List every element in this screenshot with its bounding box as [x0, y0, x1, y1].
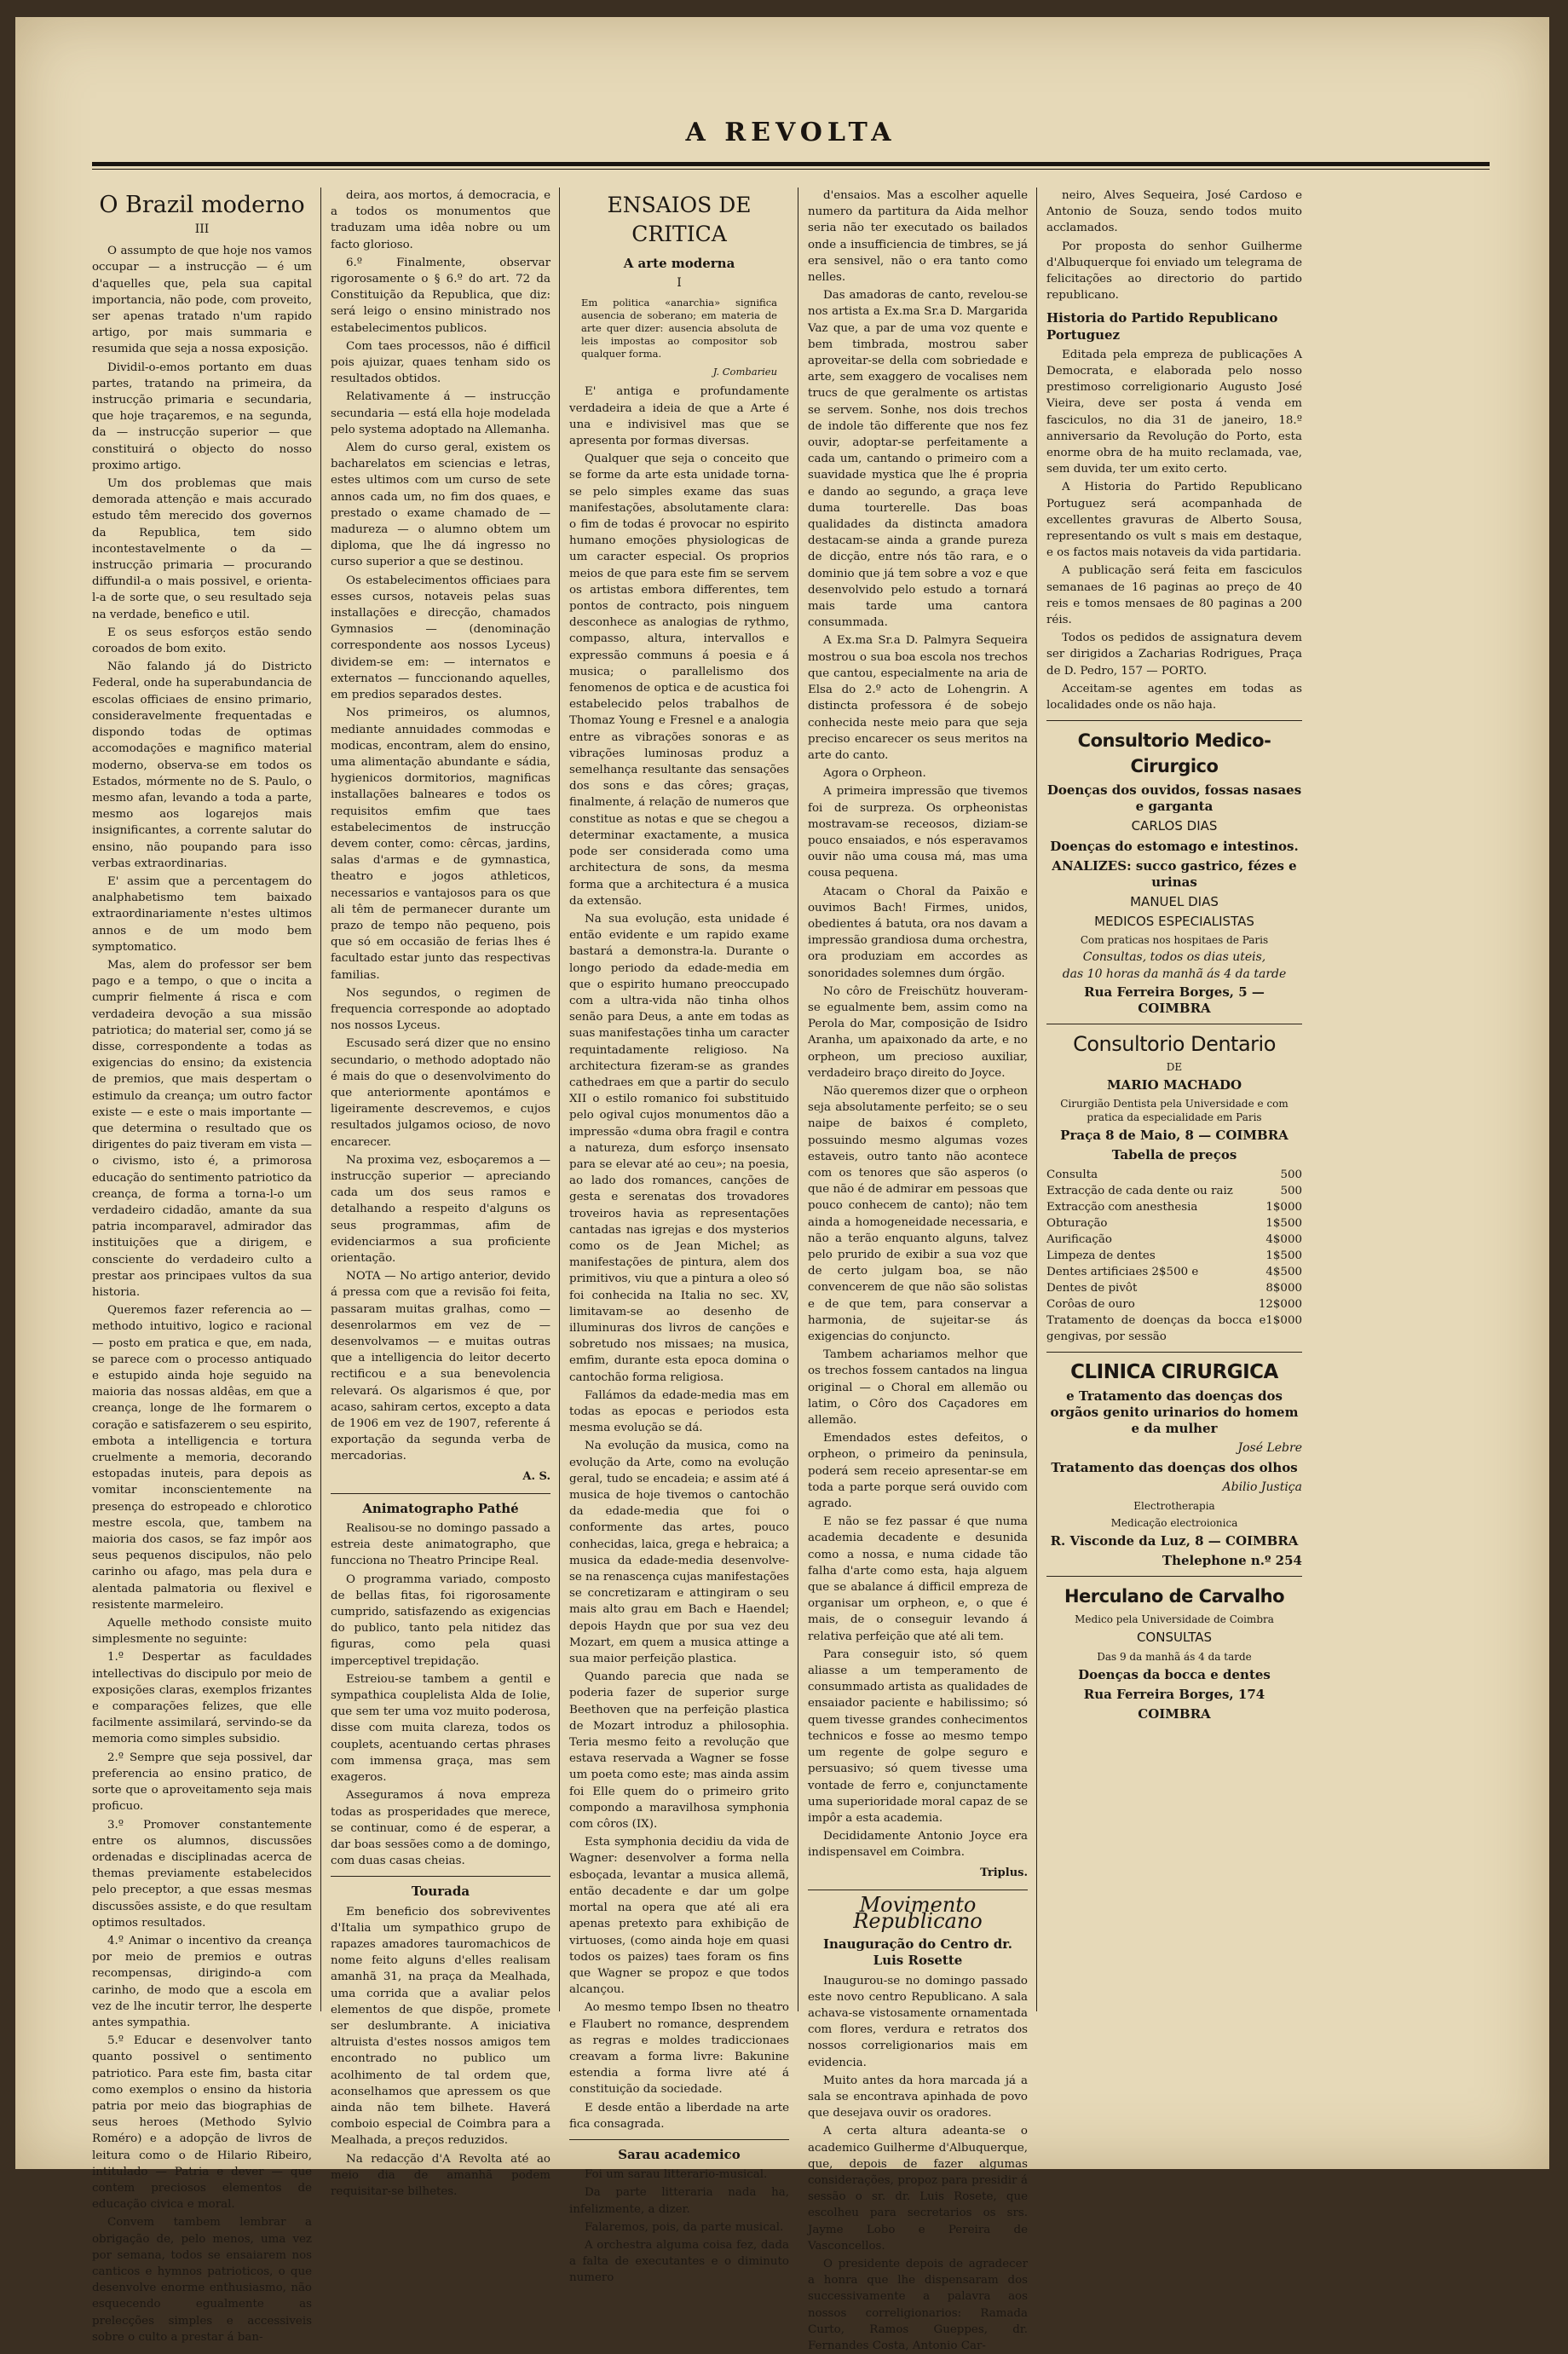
- paragraph: Não queremos dizer que o orpheon seja absolutamente perfeito; se o seu naipe de baixos é completo, possuindo mesmo algumas vozes estaveis, outro tanto não acontece com os tenores que são asperos (o que não é de admirar em pessoas que pouco conhecem de canto); não tem ainda a homogeneidade necessaria, e não a terão enquanto alguns, talvez pelo prurido de exibir a sua voz que de certo julgam boa, se não convencerem de que não são solistas e de que tem, para conservar a harmonia, de sujeitar-se ás exigencias do conjuncto.: [808, 1084, 1028, 1344]
- article-body-inauguracao: [808, 1973, 1028, 2354]
- price-row: [1046, 1232, 1302, 1248]
- paragraph: No côro de Freischütz houveram-se egualmente bem, assim como na Perola do Mar, composição de Isidro Aranha, um apaixonado da arte, e no orpheon, um precioso auxiliar, verdadeiro braço direito do Joyce.: [808, 984, 1028, 1080]
- ad-line: Doenças da bocca e dentes: [1078, 1666, 1271, 1682]
- section-title-movimento: Movimento Republicano: [853, 1892, 983, 1933]
- price-row: [1046, 1183, 1302, 1199]
- article-subtitle: A arte moderna: [623, 256, 735, 271]
- paragraph: 2.º Sempre que seja possivel, dar preferencia ao ensino pratico, de sorte que o aproveitamento seja mais proficuo.: [92, 1751, 312, 1814]
- price-row: [1046, 1215, 1302, 1232]
- price-table-title: Tabella de preços: [1111, 1146, 1237, 1163]
- price-table: [1046, 1167, 1302, 1345]
- ad-line: Consultas, todos os dias uteis,: [1082, 949, 1266, 964]
- ad-line: Electrotherapia: [1133, 1500, 1215, 1513]
- price-value: 12$000: [1258, 1297, 1302, 1311]
- paragraph: Alem do curso geral, existem os bacharelatos em sciencias e letras, estes ultimos com um curso de sete annos cada um, no fim dos quaes, e prestado o exame chamado de — madureza — o alumno obtem um diploma, que lhe dá ingresso no curso superior a que se destinou.: [331, 441, 551, 569]
- article-title-brazil: O Brazil moderno: [99, 192, 305, 218]
- paragraph: Na redacção d'A Revolta até ao meio dia de amanhã podem requisitar-se bilhetes.: [331, 2152, 551, 2198]
- price-value: 4$500: [1265, 1265, 1302, 1278]
- ad-address: R. Visconde da Luz, 8 — COIMBRA: [1050, 1533, 1299, 1549]
- article-body-sarau-cont: [808, 188, 1028, 1861]
- paragraph: Quando parecia que nada se poderia fazer de superior surge Beethoven que na perfeição plastica de Mozart introduz a philosophia. Teria mesmo feito a revolução que estava reservada a Wagner se fosse um poeta como este; mas ainda assim foi Elle quem do o primeiro grito compondo a maravilhosa symphonia com côros (IX).: [569, 1670, 789, 1832]
- article-title-ensaios: ENSAIOS DE CRITICA: [607, 193, 752, 246]
- paragraph: E não se fez passar é que numa academia decadente e desunida como a nossa, e numa cidade tão falha d'arte como esta, haja alguem que se abalance á difficil empreza de organisar um orpheon, e, o que é mais, de o conseguir levando á relativa perfeição que até ali tem.: [808, 1515, 1028, 1643]
- newspaper-page: [15, 17, 1549, 2352]
- column-2: [331, 188, 551, 2198]
- ad-consultorio-dentario: [1046, 1031, 1302, 1345]
- paragraph: Foi um sarau litterario-musical.: [585, 2168, 768, 2182]
- paragraph: Muito antes da hora marcada já a sala se encontrava apinhada de povo que desejava ouvir os oradores.: [808, 2074, 1028, 2120]
- price-row: [1046, 1248, 1302, 1264]
- paragraph: Agora o Orpheon.: [823, 767, 926, 781]
- paragraph: Escusado será dizer que no ensino secundario, o methodo adoptado não é mais do que o desenvolvimento do que anteriormente apontámos e ligeiramente descrevemos, e cujos resultados julgamos ocioso, de novo encarecer.: [331, 1037, 551, 1149]
- ad-line: ANALIZES: succo gastrico, fézes e urinas: [1052, 857, 1297, 890]
- ad-line: das 10 horas da manhã ás 4 da tarde: [1062, 966, 1287, 981]
- ad-title: Consultorio Dentario: [1073, 1031, 1276, 1056]
- paragraph: 5.º Educar e desenvolver tanto quanto possivel o sentimento patriotico. Para este fim, basta citar como exemplos o ensino da historia patria por meio das biographias de seus heroes (Methodo Sylvio Roméro) e a adopção de livros de leitura como o de Hilario Ribeiro, intitulado — Patria e dever — que contem preciosos elementos de educação civica e moral.: [92, 2034, 312, 2212]
- article-body-historia: [1046, 347, 1302, 713]
- epigraph: Em politica «anarchia» significa ausencia de soberano; em materia de arte quer dizer: ausencia absoluta de leis impostas ao compositor sob qualquer forma.: [581, 297, 777, 361]
- column-4: [808, 188, 1028, 2352]
- price-row: [1046, 1280, 1302, 1296]
- paragraph: Inaugurou-se no domingo passado este novo centro Republicano. A sala achava-se vistosamente ornamentada com flores, verdura e retratos dos nossos correligionarios mais em evidencia.: [808, 1974, 1028, 2069]
- ad-doctor: MANUEL DIAS: [1130, 893, 1219, 909]
- price-row: [1046, 1167, 1302, 1183]
- paragraph: Os estabelecimentos officiaes para esses cursos, notaveis pelas suas installações e direcção, chamados Gymnasios — (denominação correspondente aos nossos Lyceus) dividem-se em: — internatos e externatos — funccionando aquelles, em predios separados destes.: [331, 574, 551, 702]
- paragraph: Todos os pedidos de assignatura devem ser dirigidos a Zacharias Rodrigues, Praça de D. Pedro, 157 — PORTO.: [1046, 632, 1302, 678]
- ad-address: Rua Ferreira Borges, 174: [1083, 1686, 1265, 1702]
- price-value: 8$000: [1265, 1281, 1302, 1295]
- paragraph: Acceitam-se agentes em todas as localidades onde os não haja.: [1046, 682, 1302, 713]
- ad-hours: Das 9 da manhã ás 4 da tarde: [1097, 1650, 1252, 1663]
- masthead-rule-thin: [92, 169, 1490, 170]
- paragraph: Estreiou-se tambem a gentil e sympathica couplelista Alda de Iolie, que sem ter uma voz muito poderosa, disse com muita clareza, todos os couplets, acentuando certas phrases com immensa graça, mas sem exageros.: [331, 1672, 551, 1785]
- article-body-animatographo: [331, 1520, 551, 1869]
- article-title-historia: Historia do Partido Republicano Portuguez: [1046, 310, 1278, 343]
- article-title-animatographo: Animatographo Pathé: [362, 1500, 519, 1516]
- article-title-sarau: Sarau academico: [618, 2146, 741, 2162]
- paragraph: Queremos fazer referencia ao — methodo intuitivo, logico e racional — posto em pratica e que, em nada, se parece com o processo antiquado e estupido ainda hoje seguido na maioria das nossas aldêas, em que a creança, longe de lhe formarem o coração e satisfazerem o seu espirito, embota a intelligencia e tortura cruelmente a memoria, decorando estopadas inuteis, para depois as vomitar inconscientemente na presença do estropeado e chlorotico mestre escola, que, tambem na maioria dos casos, se faz impôr aos seus pequenos discipulos, não pelo carinho ou afago, mas pela dura e alentada palmatoria ou flexivel e resistente marmeleiro.: [92, 1304, 312, 1612]
- price-item: Consulta: [1046, 1168, 1098, 1181]
- paragraph: Editada pela empreza de publicações A Democrata, e elaborada pelo nosso prestimoso correligionario Augusto José Vieira, deve ser posta á venda em fasciculos, no dia 31 de janeiro, 18.º anniversario da Revolução do Porto, esta enorme obra de ha muito reclamada, vae, sem duvida, ter um exito certo.: [1046, 348, 1302, 476]
- paragraph: Não falando já do Districto Federal, onde ha superabundancia de escolas officiaes de ensino primario, consideravelmente frequentadas e dispondo todas de optimas accomodações e magnifico material moderno, observa-se em todos os Estados, mórmente no de S. Paulo, o mesmo afan, levando a toda a parte, mesmo aos logarejos mais insignificantes, a corrente salutar do ensino, não poupando para isso verbas extraordinarias.: [92, 661, 312, 870]
- signature: A. S.: [522, 1469, 551, 1483]
- ad-line: MEDICOS ESPECIALISTAS: [1094, 913, 1254, 929]
- ad-line: Tratamento das doenças dos olhos: [1051, 1460, 1298, 1476]
- article-body-inauguracao-cont: [1046, 188, 1302, 303]
- article-number: III: [194, 222, 210, 236]
- ad-doctor: CARLOS DIAS: [1131, 818, 1218, 834]
- article-number: I: [677, 276, 682, 291]
- paragraph: Da parte litteraria nada ha, infelizmente, a dizer.: [569, 2186, 789, 2216]
- paragraph: deira, aos mortos, á democracia, e a todos os monumentos que traduzam uma idêa nobre ou um facto glorioso.: [331, 189, 551, 251]
- paragraph: neiro, Alves Sequeira, José Cardoso e Antonio de Souza, sendo todos muito acclamados.: [1046, 189, 1302, 235]
- price-value: 1$500: [1265, 1216, 1302, 1230]
- paragraph: A orchestra alguma coisa fez, dada a falta de executantes e o diminuto numero: [569, 2238, 789, 2285]
- price-value: 1$000: [1265, 1313, 1302, 1327]
- price-row: [1046, 1264, 1302, 1280]
- price-value: 1$500: [1265, 1249, 1302, 1262]
- ad-line: Com praticas nos hospitaes de Paris: [1080, 933, 1269, 946]
- ad-line: Medicação electroionica: [1110, 1517, 1238, 1530]
- paragraph: NOTA — No artigo anterior, devido á pressa com que a revisão foi feita, passaram muitas gralhas, como — desenrolarmos em vez de — desenvolvamos — e muitas outras que a intelligencia do leitor decerto rectificou e a sua benevolencia relevará. Os algarismos é que, por acaso, sahiram certos, excepto a data de 1906 em vez de 1907, referente á exportação da segunda verba de mercadorias.: [331, 1270, 551, 1463]
- price-item: Dentes de pivôt: [1046, 1281, 1138, 1295]
- ad-title: Consultorio Medico-Cirurgico: [1077, 730, 1271, 777]
- price-item: Extracção de cada dente ou raiz: [1046, 1184, 1233, 1197]
- divider: [1046, 1352, 1302, 1353]
- paragraph: A primeira impressão que tivemos foi de surpreza. Os orpheonistas mostravam-se receosos, diziam-se pouco ensaiados, e nós esperavamos ouvir não uma cousa má, mas uma cousa pequena.: [808, 785, 1028, 880]
- masthead: A REVOLTA: [685, 118, 896, 147]
- column-5: [1046, 188, 1302, 2011]
- paragraph: E os seus esforços estão sendo coroados de bom exito.: [92, 626, 312, 656]
- price-value: 500: [1280, 1184, 1302, 1197]
- paragraph: Com taes processos, não é difficil pois ajuizar, quaes tenham sido os resultados obtidos.: [331, 339, 551, 386]
- ad-city: COIMBRA: [1138, 1705, 1211, 1722]
- paragraph: Nos segundos, o regimen de frequencia corresponde ao adoptado nos nossos Lyceus.: [331, 986, 551, 1033]
- paragraph: Esta symphonia decidiu da vida de Wagner: desenvolver a forma nella esboçada, levantar a musica allemã, então decadente e dar um golpe mortal na opera que até ali era apenas pretexto para exhibição de virtuoses, (como ainda hoje em quasi todos os paizes) taes foram os fins que Wagner se propoz e que todos alcançou.: [569, 1836, 789, 1997]
- price-value: 4$000: [1265, 1232, 1302, 1246]
- ad-doctor: José Lebre: [1237, 1440, 1302, 1455]
- article-body-sarau: [569, 2166, 789, 2286]
- divider: [1046, 720, 1302, 721]
- price-item: Tratamento de doenças da bocca e gengivas, por sessão: [1046, 1313, 1266, 1343]
- column-separator: [1036, 188, 1037, 2011]
- article-title-inauguracao: Inauguração do Centro dr. Luis Rosette: [822, 1936, 1013, 1969]
- paragraph: Em beneficio dos sobreviventes d'Italia um sympathico grupo de rapazes amadores tauromachicos de nome feito alguns d'elles realisam amanhã 31, na praça da Mealhada, uma corrida que a avaliar pelos elementos de que dispõe, promete ser deslumbrante. A iniciativa altruista d'estes nossos amigos tem encontrado no publico um acolhimento de tal ordem que, aconselhamos que apressem os que ainda não tem bilhete. Haverá comboio especial de Coimbra para a Mealhada, a preços reduzidos.: [331, 1905, 551, 2148]
- price-row: [1046, 1199, 1302, 1215]
- paragraph: O assumpto de que hoje nos vamos occupar — a instrucção — é um d'aquelles que, pela sua capital importancia, não pode, com proveito, ser apenas tratado n'um rapido artigo, por mais summaria e resumida que seja a nossa exposição.: [92, 245, 312, 356]
- price-item: Corôas de ouro: [1046, 1297, 1135, 1311]
- paragraph: O programma variado, composto de bellas fitas, foi rigorosamente cumprido, satisfazendo as exigencias do publico, tanto pela nitidez das figuras, como pela quasi imperceptivel trepidação.: [331, 1572, 551, 1668]
- article-title-tourada: Tourada: [411, 1884, 470, 1900]
- article-body-brazil-cont: [331, 188, 551, 1465]
- paragraph: Para conseguir isto, só quem aliasse a um temperamento de consummado artista as qualidades de ensaiador paciente e habilissimo; só quem tivesse grandes conhecimentos technicos e fosse ao mesmo tempo um regente de golpe seguro e persuasivo; só quem tivesse uma vontade de ferro e, conjunctamente uma superioridade moral capaz de se impôr a esta academia.: [808, 1647, 1028, 1825]
- column-3: [569, 188, 789, 2285]
- paragraph: Fallámos da edade-media mas em todas as epocas e periodos esta mesma evolução se dá.: [569, 1388, 789, 1435]
- article-body-tourada: [331, 1904, 551, 2201]
- divider: [331, 1493, 551, 1494]
- paragraph: Por proposta do senhor Guilherme d'Albuquerque foi enviado um telegrama de felicitações ao directorio do partido republicano.: [1046, 239, 1302, 303]
- ad-title: Herculano de Carvalho: [1064, 1586, 1285, 1607]
- paragraph: Decididamente Antonio Joyce era indispensavel em Coimbra.: [808, 1830, 1028, 1860]
- column-separator: [559, 188, 560, 2011]
- price-value: 500: [1280, 1168, 1302, 1181]
- paragraph: A Ex.ma Sr.a D. Palmyra Sequeira mostrou o sua boa escola nos trechos que cantou, especialmente na aria de Elsa do 2.º acto de Lohengrin. A distincta professora é de sobejo conhecida neste meio para que seja preciso encarecer os seus meritos na arte do canto.: [808, 634, 1028, 762]
- paragraph: d'ensaios. Mas a escolher aquelle numero da partitura da Aida melhor seria não ter executado os bailados onde a insufficiencia de timbres, se já era sensivel, não o era tanto como nelles.: [808, 189, 1028, 285]
- column-1: [92, 188, 312, 2344]
- paragraph: A certa altura adeanta-se o academico Guilherme d'Albuquerque, que, depois de fazer algumas considerações, propoz para presidir á sessão o sr. dr. Luis Rosete, que escolheu para secretarios os srs. Jayme Lobo e Pereira de Vasconcellos.: [808, 2125, 1028, 2253]
- ad-line: CONSULTAS: [1136, 1630, 1213, 1646]
- price-item: Obturação: [1046, 1216, 1108, 1230]
- paragraph: O presidente depois de agradecer a honra que lhe dispensaram dos successivamente a palavra aos nossos correligionarios: Ramada Curto, Ramos Gueppes, dr. Fernandes Costa, Antonio Car-: [808, 2257, 1028, 2352]
- ad-address: Rua Ferreira Borges, 5 — COIMBRA: [1084, 984, 1265, 1016]
- price-item: Limpeza de dentes: [1046, 1249, 1156, 1262]
- paragraph: Realisou-se no domingo passado a estreia deste animatographo, que funcciona no Theatro Principe Real.: [331, 1522, 551, 1568]
- paragraph: Falaremos, pois, da parte musical.: [585, 2220, 784, 2234]
- ad-herculano: [1046, 1584, 1302, 1722]
- ad-consultorio-medico: [1046, 728, 1302, 1017]
- paragraph: Das amadoras de canto, revelou-se nos artista a Ex.ma Sr.a D. Margarida Vaz que, a par de uma voz quente e bem timbrada, mostrou saber aproveitar-se della com sobriedade e arte, sem exaggero de vocalises nem trucs de que geralmente os artistas se servem. Sonhe, nos dois trechos de indole tão differente que nos fez ouvir, adoptar-se perfeitamente a cada um, cantando o primeiro com a suavidade mystica que lhe é propria e dando ao segundo, a graça leve duma tourterelle. Das boas qualidades da distincta amadora destacam-se ainda a grande pureza de dicção, entre nós tão rara, e o dominio que já tem sobre a voz e que desenvolvido pelo estudo a tornará mais tarde uma cantora consummada.: [808, 289, 1028, 630]
- paragraph: E desde então a liberdade na arte fica consagrada.: [569, 2101, 789, 2131]
- divider: [1046, 1576, 1302, 1577]
- ad-line: Medico pela Universidade de Coimbra: [1075, 1613, 1274, 1626]
- paragraph: E' assim que a percentagem do analphabetismo tem baixado extraordinariamente n'estes ultimos annos e de um modo bem symptomatico.: [92, 874, 312, 954]
- ad-line: Doenças dos ouvidos, fossas nasaes e garganta: [1046, 782, 1302, 815]
- ad-doctor: MARIO MACHADO: [1106, 1076, 1242, 1093]
- ad-address: Praça 8 de Maio, 8 — COIMBRA: [1060, 1127, 1288, 1143]
- paragraph: 6.º Finalmente, observar rigorosamente o § 6.º do art. 72 da Constituição da Republica, que diz: será leigo o ensino ministrado nos estabelecimentos publicos.: [331, 256, 551, 335]
- ad-line: Doenças do estomago e intestinos.: [1050, 838, 1299, 854]
- paragraph: Um dos problemas que mais demorada attenção e mais accurado estudo têm merecido dos governos da Republica, tem sido incontestavelmente o da — instrucção primaria — procurando diffundil-a o mais possivel, e orienta-l-a de sorte que, o seu resultado seja na verdade, benefico e util.: [92, 477, 312, 621]
- ad-phone: Thelephone n.º 254: [1162, 1553, 1302, 1569]
- paragraph: A publicação será feita em fasciculos semanaes de 16 paginas ao preço de 40 reis e tomos mensaes de 80 paginas a 200 réis.: [1046, 564, 1302, 627]
- divider: [331, 1876, 551, 1877]
- paragraph: Nos primeiros, os alumnos, mediante annuidades commodas e modicas, encontram, alem do ensino, uma alimentação abundante e sádia, hygienicos dormitorios, magnificas installações balneares e todos os requisitos emfim que taes estabelecimentos de instrucção devem conter, como: cêrcas, jardins, salas d'armas e de gymnastica, theatro e jogos athleticos, necessarios e vantajosos para os que ali têm de permanecer durante um prazo de tempo não pequeno, pois que só em occasião de ferias lhes é facultado estar junto das respectivas familias.: [331, 707, 551, 982]
- paragraph: Aquelle methodo consiste muito simplesmente no seguinte:: [92, 1617, 312, 1647]
- paragraph: Asseguramos á nova empreza todas as prosperidades que merece, se continuar, como é de esperar, a dar boas sessões como a de domingo, com duas casas cheias.: [331, 1789, 551, 1868]
- paragraph: Convem tambem lembrar a obrigação de, pelo menos, uma vez por semana, todos se ensaiarem nos canticos e hymnos patrioticos, o que desenvolve enorme enthusiasmo, não esquecendo egualmente as prelecções simples e accessiveis sobre o culto a prestar á ban-: [92, 2216, 312, 2344]
- paragraph: Qualquer que seja o conceito que se forme da arte esta unidade torna-se pelo simples exame das suas manifestações, absolutamente clara: o fim de todas é provocar no espirito humano emoções physiologicas de um caracter especial. Os proprios meios de que para este fim se servem os artistas embora differentes, tem pontos de contracto, pois ninguem desconhece as analogias de rythmo, compasso, altura, intervallos e expressão communs á poesia e á musica; o parallelismo dos fenomenos de optica e de acustica foi estabelecido pelos trabalhos de Thomaz Young e Fresnel e a analogia entre as vibrações sonoras e as vibrações luminosas produz a semelhança resultante das sensações dos sons e das côres; graças, finalmente, á relação de numeros que constitue as notas e que se chegou a determinar exactamente, a musica pode ser considerada como uma architectura de sons, da mesma forma que a architectura é a musica da extensão.: [569, 453, 789, 908]
- price-row: [1046, 1313, 1302, 1345]
- paragraph: Na proxima vez, esboçaremos a — instrucção superior — apreciando cada um dos seus ramos e detalhando a respeito d'alguns os seus programmas, afim de evidenciarmos a sua proficiente orientação.: [331, 1153, 551, 1265]
- paragraph: Tambem achariamos melhor que os trechos fossem cantados na lingua original — o Choral em allemão ou latim, o Côro dos Caçadores em allemão.: [808, 1348, 1028, 1428]
- paragraph: Na evolução da musica, como na evolução da Arte, como na evolução geral, tudo se encadeia; e assim até á musica de hoje tivemos o cantochão da edade-media que foi o conformente das artes, pouco conhecidas, laica, grega e hebraica; a musica da edade-media desenvolve-se na renascença cujas manifestações se concretizaram e attingiram o seu mais alto grau em Bach e Haendel; depois Haydn que por sua vez deu Mozart, em quem a musica attinge a sua maior perfeição plastica.: [569, 1440, 789, 1666]
- price-row: [1046, 1296, 1302, 1313]
- price-item: Aurificação: [1046, 1232, 1112, 1246]
- ad-title: CLINICA CIRURGICA: [1070, 1360, 1278, 1383]
- price-value: 1$000: [1265, 1200, 1302, 1214]
- masthead-rule: [92, 162, 1490, 166]
- ad-clinica-cirurgica: [1046, 1359, 1302, 1569]
- paragraph: Ao mesmo tempo Ibsen no theatro e Flaubert no romance, desprendem as regras e moldes tradiccionaes creavam a forma livre: Bakunine estendia a forma livre até á constituição da sociedade.: [569, 2001, 789, 2097]
- paragraph: A Historia do Partido Republicano Portuguez será acompanhada de excellentes gravuras de Alberto Sousa, representando os vult s mais em destaque, e os factos mais notaveis da vida partidaria.: [1046, 481, 1302, 560]
- paragraph: Atacam o Choral da Paixão e ouvimos Bach! Firmes, unidos, obedientes á batuta, ora nos davam a impressão grandiosa duma orchestra, ora produziam em accordes as sonoridades solemnes dum órgão.: [808, 885, 1028, 980]
- article-body-brazil: [92, 243, 312, 2345]
- paragraph: E' antiga e profundamente verdadeira a ideia de que a Arte é una e indivisivel mas que se apresenta por formas diversas.: [569, 385, 789, 448]
- paragraph: Mas, alem do professor ser bem pago e a tempo, o que o incita a cumprir fielmente á risca e com verdadeira devoção a sua missão patriotica; do material ser, como já se disse, correspondente a todas as exigencias do ensino; da existencia de premios, que mais despertam o estimulo da creança; um outro factor existe — e este o mais importante — que determina o resultado que os dirigentes do paiz tiveram em vista — o civismo, isto é, a primorosa educação do sentimento patriotico da creança, de forma a torna-l-o um verdadeiro cidadão, amante da sua patria incomparavel, admirador das instituições que a dirigem, e consciente do verdadeiro culto a prestar aos principaes vultos da sua historia.: [92, 958, 312, 1299]
- paragraph: Relativamente á — instrucção secundaria — está ella hoje modelada pelo systema adoptado na Allemanha.: [331, 390, 551, 436]
- paragraph: 3.º Promover constantemente entre os alumnos, discussões ordenadas e disciplinadas acerca de themas previamente estabelecidos pelo preceptor, a que essas mesmas discussões assiste, e do que resultam optimos resultados.: [92, 1818, 312, 1930]
- article-body-ensaios: [569, 384, 789, 2132]
- paragraph: 4.º Animar o incentivo da creança por meio de premios e outras recompensas, dirigindo-a com carinho, de modo que a escola em vez de lhe incutir terror, lhe desperte antes sympathia.: [92, 1934, 312, 2029]
- price-item: Dentes artificiaes 2$500 e: [1046, 1265, 1199, 1278]
- paragraph: Na sua evolução, esta unidade é então evidente e um rapido exame bastará a demonstra-la. Durante o longo periodo da edade-media em que o espirito humano preoccupado com a ultra-vida não tinha olhos senão para Deus, a ante em todas as suas manifestações tinha um caracter requintadamente religioso. Na architectura fizeram-se as grandes cathedraes em que a partir do seculo XII o estilo romanico foi substituido pelo ogival cujos monumentos dão a impressão «duma obra fragil e contra a natureza, dum esforço insensato para se elevar até ao ceu»; na poesia, ao lado dos romances, canções de gesta e serenatas dos trovadores troveiros havia as representações cantadas nas igrejas e dos mysterios como os de Jean Michel; as manifestações de pintura, alem dos primitivos, viu que a pintura a oleo só foi conhecida na Italia no sec. XV, limitavam-se ao desenho de illuminuras dos livros de canções e sobretudo nos missaes; na musica, emfim, durante esta epoca domina o cantochão forma religiosa.: [569, 912, 789, 1384]
- epigraph-author: J. Combarieu: [712, 366, 777, 378]
- paragraph: Dividil-o-emos portanto em duas partes, tratando na primeira, da instrucção primaria e secundaria, que hoje traçaremos, e na segunda, da — instrucção superior — que constituirá o objecto do nosso proximo artigo.: [92, 361, 312, 472]
- paragraph: Emendados estes defeitos, o orpheon, o primeiro da peninsula, poderá sem receio apresentar-se em toda a parte porque será ouvido com agrado.: [808, 1432, 1028, 1511]
- column-separator: [320, 188, 321, 2011]
- price-item: Extracção com anesthesia: [1046, 1200, 1198, 1214]
- divider: [569, 2139, 789, 2140]
- ad-line: DE: [1166, 1060, 1183, 1073]
- signature: Triplus.: [980, 1866, 1028, 1879]
- ad-doctor: Abilio Justiça: [1222, 1480, 1302, 1495]
- ad-line: Cirurgião Dentista pela Universidade e com pratica da especialidade em Paris: [1060, 1097, 1288, 1123]
- paragraph: 1.º Despertar as faculdades intellectivas do discipulo por meio de exposições claras, exemplos frizantes e comparações felizes, que elle facilmente assimilará, servindo-se da memoria como simples subsidio.: [92, 1651, 312, 1746]
- ad-line: e Tratamento das doenças dos orgãos genito urinarios do homem e da mulher: [1050, 1388, 1299, 1436]
